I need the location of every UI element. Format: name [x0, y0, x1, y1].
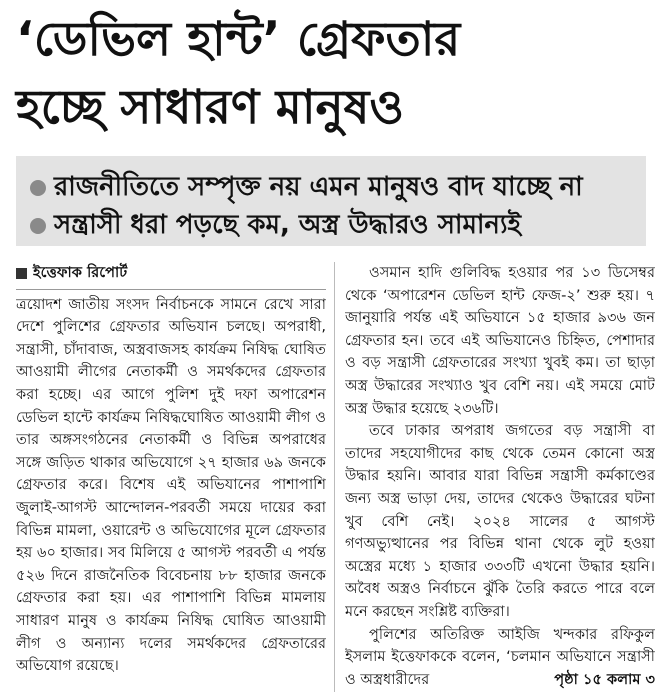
subhead-box	[16, 156, 646, 246]
bullet-icon	[30, 180, 46, 196]
subhead-2	[30, 204, 521, 248]
continuation-note: পৃষ্ঠা ১৫ কলাম ৩	[554, 670, 655, 688]
right-paragraph-3-text: পুলিশের অতিরিক্ত আইজি খন্দকার রফিকুল ইসলাম ইত্তেফাককে বলেন, ‘চলমান অভিযানে সন্ত্রাসী ও অস্ত্রধারীদের	[345, 625, 655, 688]
byline	[16, 262, 326, 285]
left-column	[16, 262, 326, 692]
left-paragraph-1: ত্রয়োদশ জাতীয় সংসদ নির্বাচনকে সামনে রেখে সারা দেশে পুলিশের গ্রেফতার অভিযান চলছে। অপরাধী, সন্ত্রাসী, চাঁদাবাজ, অস্ত্রবাজসহ কার্যক্রম নিষিদ্ধ ঘোষিত আওয়ামী লীগের নেতাকর্মী ও সমর্থকদের গ্রেফতার করা হচ্ছে। এর আগে পুলিশ দুই দফা অপারেশন ডেভিল হান্টে কার্যক্রম নিষিদ্ধঘোষিত আওয়ামী লীগ ও তার অঙ্গসংগঠনের নেতাকর্মী ও বিভিন্ন অপরাধের সঙ্গে জড়িত থাকার অভিযোগে ২৭ হাজার ৬৯ জনকে গ্রেফতার করে। বিশেষ এই অভিযানের পাশাপাশি জুলাই-আগস্ট আন্দোলন-পরবর্তী সময়ে দায়ের করা বিভিন্ন মামলা, ওয়ারেন্ট ও অভিযোগের মূলে গ্রেফতার হয় ৬০ হাজার। সব মিলিয়ে ৫ আগস্ট পরবর্তী এ পর্যন্ত ৫২৬ দিনে রাজনৈতিক বিবেচনায় ৮৮ হাজার জনকে গ্রেফতার করা হয়। এর পাশাপাশি বিভিন্ন মামলায় সাধারণ মানুষ ও কার্যক্রম নিষিদ্ধ ঘোষিত আওয়ামী লীগ ও অন্যান্য দলের সমর্থকদের গ্রেফতারের অভিযোগ রয়েছে।	[16, 295, 326, 675]
byline-divider	[16, 289, 326, 290]
right-paragraph-2: তবে ঢাকার অপরাধ জগতের বড় সন্ত্রাসী বা তাদের সহযোগীদের কাছ থেকে তেমন কোনো অস্ত্র উদ্ধার হয়নি। আবার যারা বিভিন্ন সন্ত্রাসী কর্মকাণ্ডের জন্য অস্ত্র ভাড়া দেয়, তাদের থেকেও উদ্ধারের ঘটনা খুব বেশি নেই। ২০২৪ সালের ৫ আগস্ট গণঅভ্যুত্থানের পর বিভিন্ন থানা থেকে লুট হওয়া অস্ত্রের মধ্যে ১ হাজার ৩৩৩টি এখনো উদ্ধার হয়নি। অবৈধ অস্ত্রও নির্বাচনে ঝুঁকি তৈরি করতে পারে বলে মনে করছেন সংশ্লিষ্ট ব্যক্তিরা।	[345, 422, 655, 620]
right-paragraph-1: ওসমান হাদি গুলিবিদ্ধ হওয়ার পর ১৩ ডিসেম্বর থেকে ‘অপারেশন ডেভিল হান্ট ফেজ-২’ শুরু হয়। ৭ জানুয়ারি পর্যন্ত এই অভিযানে ১৫ হাজার ৯৩৬ জন গ্রেফতার হন। তবে এই অভিযানেও চিহ্নিত, পেশাদার ও বড় সন্ত্রাসী গ্রেফতারের সংখ্যা খুবই কম। তা ছাড়া অস্ত্র উদ্ধারের সংখ্যাও খুব বেশি নয়। এই সময়ে মোট অস্ত্র উদ্ধার হয়েছে ২৩৬টি।	[345, 264, 655, 417]
headline	[16, 6, 646, 142]
bullet-icon	[30, 218, 46, 234]
column-divider	[334, 262, 335, 692]
subhead-1-text: রাজনীতিতে সম্পৃক্ত নয় এমন মানুষও বাদ যাচ্ছে না	[54, 172, 583, 202]
square-bullet-icon	[16, 268, 27, 279]
byline-text: ইত্তেফাক রিপোর্ট	[33, 264, 128, 281]
right-column	[345, 262, 655, 692]
headline-line-1: ‘ডেভিল হান্ট’ গ্রেফতার	[16, 12, 461, 67]
right-paragraph-3	[345, 624, 655, 692]
headline-line-2: হচ্ছে সাধারণ মানুষও	[16, 80, 405, 135]
subhead-2-text: সন্ত্রাসী ধরা পড়ছে কম, অস্ত্র উদ্ধারও সামান্যই	[54, 210, 522, 240]
